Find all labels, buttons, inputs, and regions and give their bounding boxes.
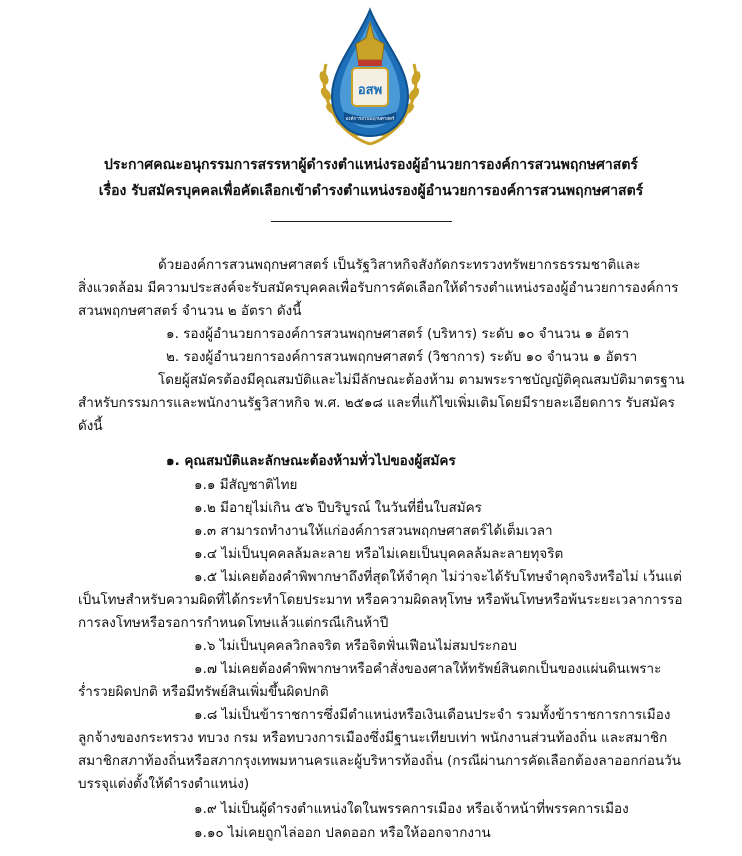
para2-line-2: สำหรับกรรมการและพนักงานรัฐวิสาหกิจ พ.ศ. ๒๕๑๘ และที่แก้ไขเพิ่มเติมโดยมีรายละเอียดการ รับสมัคร [78, 395, 675, 411]
qualification-item-1-5-line-2: เป็นโทษสำหรับความผิดที่ได้กระทำโดยประมาท หรือความผิดลหุโทษ หรือพ้นโทษหรือพ้นระยะเวลาการรอ [78, 592, 683, 608]
qualification-item-1-8-line-3: สมาชิกสภาท้องถิ่นหรือสภากรุงเทพมหานครและผู้บริหารท้องถิ่น (กรณีผ่านการคัดเลือกต้องลาออกก่อนวัน [78, 753, 681, 769]
title-divider [271, 221, 452, 222]
para2-line-3: ดังนี้ [78, 418, 103, 434]
svg-text:องค์การสวนพฤกษศาสตร์: องค์การสวนพฤกษศาสตร์ [345, 117, 395, 122]
logo-emblem-icon [312, 4, 428, 150]
qualification-item-1-4: ๑.๔ ไม่เป็นบุคคลล้มละลาย หรือไม่เคยเป็นบุคคลล้มละลายทุจริต [194, 546, 564, 562]
qualification-item-1-8-line-1: ๑.๘ ไม่เป็นข้าราชการซึ่งมีตำแหน่งหรือเงินเดือนประจำ รวมทั้งข้าราชการการเมือง [194, 707, 671, 723]
announcement-subject: เรื่อง รับสมัครบุคคลเพื่อคัดเลือกเข้าดำรงตำแหน่งรองผู้อำนวยการองค์การสวนพฤกษศาสตร์ [98, 183, 644, 199]
qualification-item-1-9: ๑.๙ ไม่เป็นผู้ดำรงตำแหน่งใดในพรรคการเมือง หรือเจ้าหน้าที่พรรคการเมือง [194, 801, 629, 817]
intro-line-1: ด้วยองค์การสวนพฤกษศาสตร์ เป็นรัฐวิสาหกิจสังกัดกระทรวงทรัพยากรธรรมชาติและ [158, 257, 641, 273]
intro-line-3: สวนพฤกษศาสตร์ จำนวน ๒ อัตรา ดังนี้ [78, 303, 302, 319]
qualification-item-1-6: ๑.๖ ไม่เป็นบุคคลวิกลจริต หรือจิตฟั่นเฟือนไม่สมประกอบ [194, 638, 517, 654]
svg-text:อสพ: อสพ [357, 83, 383, 98]
qualification-item-1-8-line-2: ลูกจ้างของกระทรวง ทบวง กรม หรือทบวงการเมืองซึ่งมีฐานะเทียบเท่า พนักงานส่วนท้องถิ่น และสมาชิก [78, 730, 668, 746]
qualification-item-1-3: ๑.๓ สามารถทำงานให้แก่องค์การสวนพฤกษศาสตร์ได้เต็มเวลา [194, 523, 553, 539]
organization-logo [312, 4, 428, 150]
intro-line-2: สิ่งแวดล้อม มีความประสงค์จะรับสมัครบุคคลเพื่อรับการคัดเลือกให้ดำรงตำแหน่งรองผู้อำนวยการองค์การ [78, 280, 679, 296]
qualification-item-1-8-line-4: บรรจุแต่งตั้งให้ดำรงตำแหน่ง) [78, 776, 250, 792]
qualification-item-1-5-line-1: ๑.๕ ไม่เคยต้องคำพิพากษาถึงที่สุดให้จำคุก ไม่ว่าจะได้รับโทษจำคุกจริงหรือไม่ เว้นแต่ [194, 569, 682, 585]
qualification-item-1-10: ๑.๑๐ ไม่เคยถูกไล่ออก ปลดออก หรือให้ออกจากงาน [194, 825, 491, 841]
qualification-item-1-7-line-1: ๑.๗ ไม่เคยต้องคำพิพากษาหรือคำสั่งของศาลให้ทรัพย์สินตกเป็นของแผ่นดินเพราะ [194, 661, 662, 677]
position-item-2: ๒. รองผู้อำนวยการองค์การสวนพฤกษศาสตร์ (วิชาการ) ระดับ ๑๐ จำนวน ๑ อัตรา [166, 349, 638, 365]
position-item-1: ๑. รองผู้อำนวยการองค์การสวนพฤกษศาสตร์ (บริหาร) ระดับ ๑๐ จำนวน ๑ อัตรา [166, 326, 630, 342]
qualification-item-1-7-line-2: ร่ำรวยผิดปกติ หรือมีทรัพย์สินเพิ่มขึ้นผิดปกติ [78, 684, 329, 700]
section-1-heading: ๑. คุณสมบัติและลักษณะต้องห้ามทั่วไปของผู้สมัคร [166, 453, 456, 469]
qualification-item-1-2: ๑.๒ มีอายุไม่เกิน ๕๖ ปีบริบูรณ์ ในวันที่ยื่นใบสมัคร [194, 500, 482, 516]
announcement-title: ประกาศคณะอนุกรรมการสรรหาผู้ดำรงตำแหน่งรองผู้อำนวยการองค์การสวนพฤกษศาสตร์ [104, 157, 638, 173]
para2-line-1: โดยผู้สมัครต้องมีคุณสมบัติและไม่มีลักษณะต้องห้าม ตามพระราชบัญญัติคุณสมบัติมาตรฐาน [158, 372, 685, 388]
qualification-item-1-5-line-3: การลงโทษหรือรอการกำหนดโทษแล้วแต่กรณีเกินห้าปี [78, 615, 389, 631]
qualification-item-1-1: ๑.๑ มีสัญชาติไทย [194, 477, 298, 493]
